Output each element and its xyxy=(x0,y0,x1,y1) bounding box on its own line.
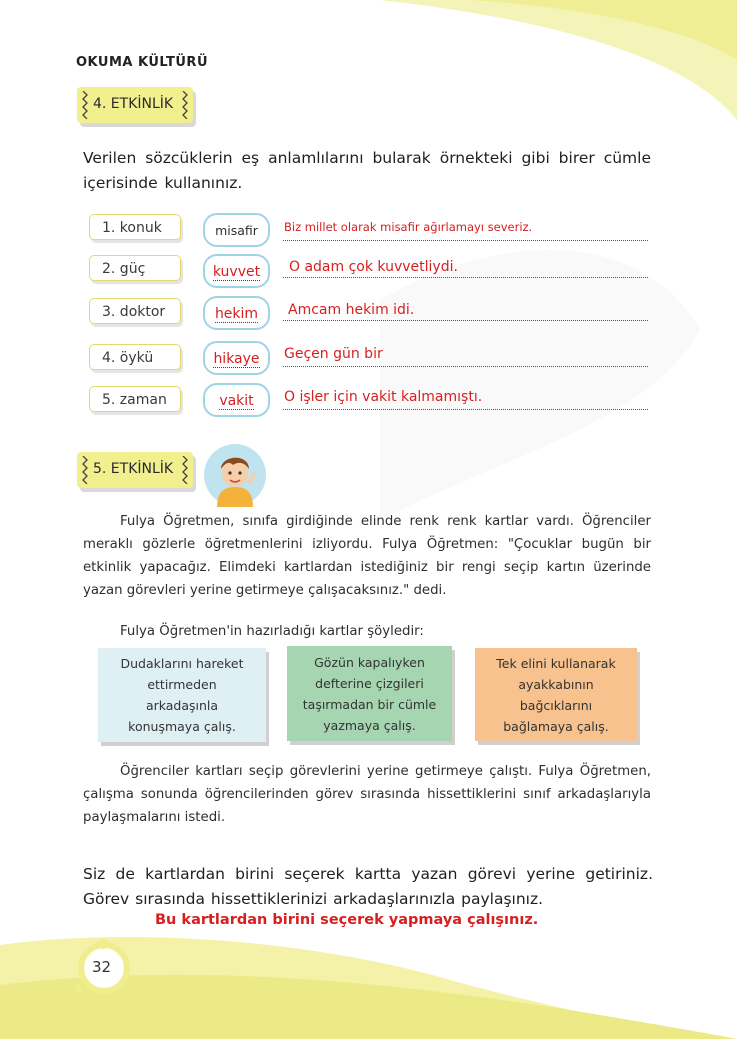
section-title: OKUMA KÜLTÜRÜ xyxy=(76,55,208,70)
synonym-text: kuvvet xyxy=(212,264,261,280)
word-box: 1. konuk xyxy=(89,214,181,240)
answer-sentence: O adam çok kuvvetliydi. xyxy=(289,259,458,275)
task-card-green[interactable] xyxy=(287,646,452,741)
final-instruction: Siz de kartlardan birini seçerek kartta yazan görevi yerine getiriniz. Görev sırasında hissettiklerinizi arkadaşlarınızla paylaşınız. xyxy=(83,865,653,908)
task-card-orange[interactable] xyxy=(475,648,637,741)
story-paragraph-3: Öğrenciler kartları seçip görevlerini yerine getirmeye çalıştı. Fulya Öğretmen, çalışma sonunda öğrencilerinden görev sırasında hissettiklerini sınıf arkadaşlarıyla paylaşmalarını istedi. xyxy=(83,764,651,825)
zigzag-icon xyxy=(81,91,89,119)
synonym-box xyxy=(203,213,270,247)
task-card-blue[interactable] xyxy=(98,648,266,742)
task-card-text: Dudaklarını hareket ettirmeden arkadaşınla konuşmaya çalış. xyxy=(120,656,244,734)
answer-sentence: Geçen gün bir xyxy=(284,346,383,362)
synonym-text: hekim xyxy=(214,306,259,322)
word-box: 3. doktor xyxy=(89,298,181,324)
activity-4-badge xyxy=(77,87,193,123)
zigzag-icon xyxy=(181,456,189,484)
word-box: 5. zaman xyxy=(89,386,181,412)
word-box: 2. güç xyxy=(89,255,181,281)
activity-5-badge xyxy=(77,452,193,488)
synonym-box xyxy=(203,296,270,330)
answer-text: Bu kartlardan birini seçerek yapmaya çalışınız. xyxy=(155,912,539,928)
zigzag-icon xyxy=(181,91,189,119)
synonym-text: hikaye xyxy=(213,351,260,367)
synonym-box xyxy=(203,383,270,417)
synonym-box xyxy=(203,341,270,375)
page-number: 32 xyxy=(92,958,112,976)
activity-4-title: 4. ETKİNLİK xyxy=(93,96,174,112)
task-card-text: Tek elini kullanarak ayakkabının bağcıklarını bağlamaya çalış. xyxy=(496,655,616,734)
story-paragraph-1: Fulya Öğretmen, sınıfa girdiğinde elinde renk renk kartlar vardı. Öğrenciler meraklı gözlerle öğretmenlerini izliyordu. Fulya Öğretmen: "Çocuklar bugün bir etkinlik yapacağız. Elimdeki kartlardan istediğiniz bir rengi seçip kartın üzerinde yazan görevleri yerine getirmeye çalışacaksınız." dedi. xyxy=(83,514,651,598)
synonym-box xyxy=(203,254,270,288)
word-box: 4. öykü xyxy=(89,344,181,370)
task-card-text: Gözün kapalıyken defterine çizgileri taşırmadan bir cümle yazmaya çalış. xyxy=(302,654,437,733)
answer-sentence: O işler için vakit kalmamıştı. xyxy=(284,389,483,405)
answer-sentence: Biz millet olarak misafir ağırlamayı severiz. xyxy=(284,220,533,234)
synonym-text: misafir xyxy=(215,223,258,238)
activity-5-title: 5. ETKİNLİK xyxy=(93,461,174,477)
child-avatar-icon xyxy=(203,443,267,507)
answer-sentence: Amcam hekim idi. xyxy=(288,302,415,318)
story-paragraph-2: Fulya Öğretmen'in hazırladığı kartlar şöyledir: xyxy=(120,624,424,639)
zigzag-icon xyxy=(81,456,89,484)
synonym-text: vakit xyxy=(219,393,254,409)
activity-4-instruction: Verilen sözcüklerin eş anlamlılarını bularak örnekteki gibi birer cümle içerisinde kullanınız. xyxy=(83,149,651,192)
